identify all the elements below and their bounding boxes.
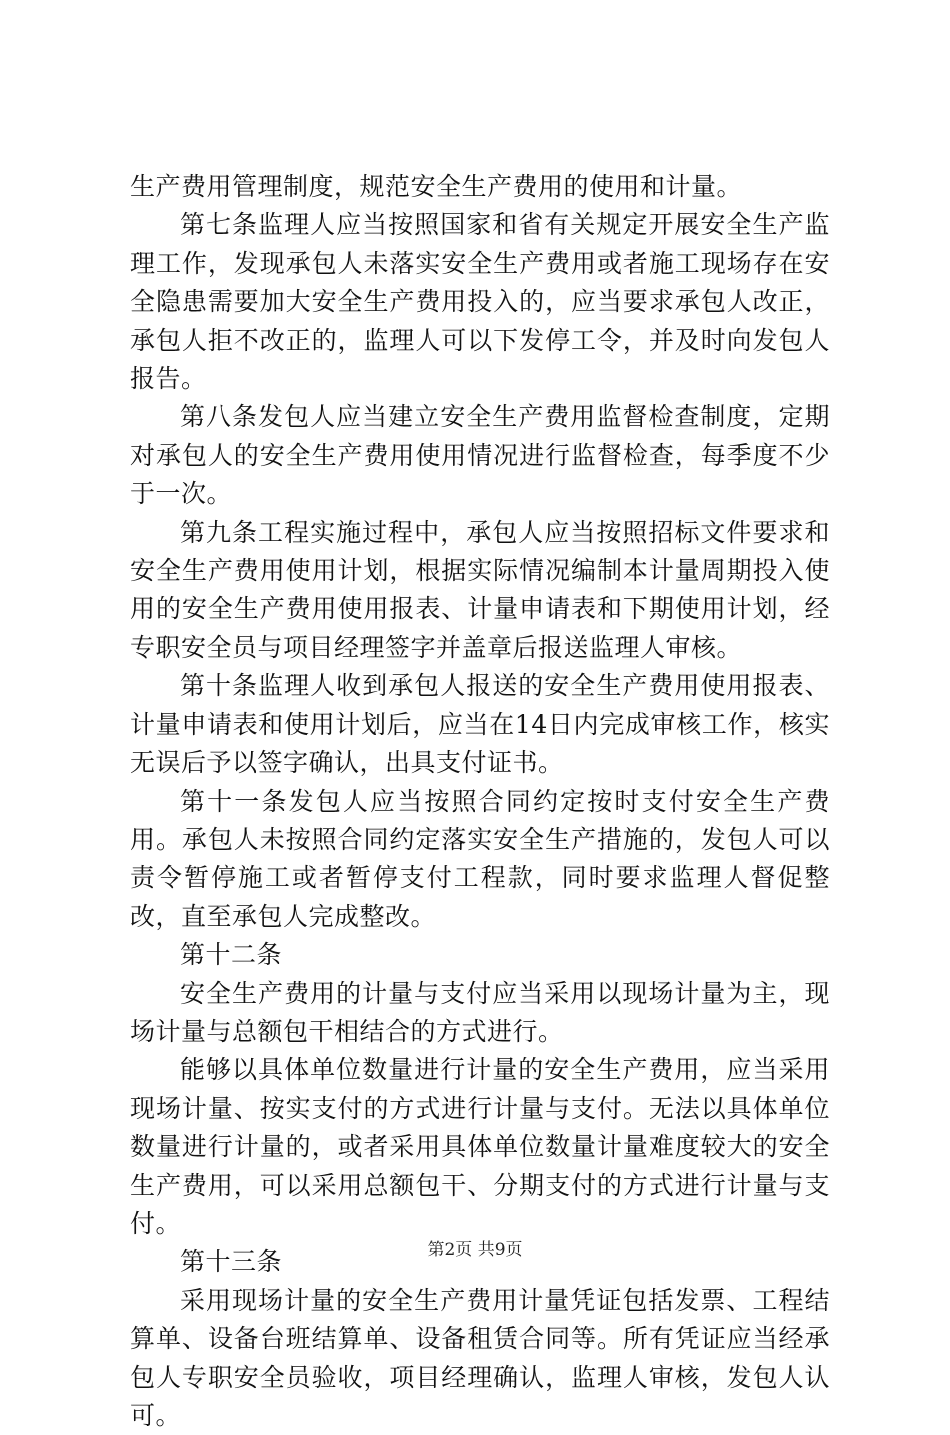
page-footer (0, 1238, 950, 1262)
heading-article-12: 第十二条 (180, 940, 283, 970)
paragraph-article-10: 第十条监理人收到承包人报送的安全生产费用使用报表、计量申请表和使用计划后，应当在14日内完成审核工作，核实无误后予以签字确认，出具支付证书。 (130, 671, 830, 778)
heading-article-13: 第十三条 (180, 1247, 283, 1277)
paragraph-article-8: 第八条发包人应当建立安全生产费用监督检查制度，定期对承包人的安全生产费用使用情况进行监督检查，每季度不少于一次。 (130, 402, 830, 509)
page-number-label: 第2页 共9页 (427, 1240, 523, 1260)
paragraph-article-11: 第十一条发包人应当按照合同约定按时支付安全生产费用。承包人未按照合同约定落实安全生产措施的，发包人可以责令暂停施工或者暂停支付工程款，同时要求监理人督促整改，直至承包人完成整改。 (130, 786, 830, 931)
paragraph: 生产费用管理制度，规范安全生产费用的使用和计量。 (130, 172, 743, 201)
paragraph-article-7: 第七条监理人应当按照国家和省有关规定开展安全生产监理工作，发现承包人未落实安全生产费用或者施工现场存在安全隐患需要加大安全生产费用投入的，应当要求承包人改正，承包人拒不改正的，监理人可以下发停工令，并及时向发包人报告。 (130, 210, 830, 394)
paragraph: 安全生产费用的计量与支付应当采用以现场计量为主，现场计量与总额包干相结合的方式进行。 (130, 978, 830, 1046)
paragraph-article-9: 第九条工程实施过程中，承包人应当按照招标文件要求和安全生产费用使用计划，根据实际情况编制本计量周期投入使用的安全生产费用使用报表、计量申请表和下期使用计划，经专职安全员与项目经理签字并盖章后报送监理人审核。 (130, 517, 830, 662)
paragraph: 能够以具体单位数量进行计量的安全生产费用，应当采用现场计量、按实支付的方式进行计量与支付。无法以具体单位数量进行计量的，或者采用具体单位数量计量难度较大的安全生产费用，可以采用总额包干、分期支付的方式进行计量与支付。 (130, 1055, 830, 1238)
paragraph: 采用现场计量的安全生产费用计量凭证包括发票、工程结算单、设备台班结算单、设备租赁合同等。所有凭证应当经承包人专职安全员验收，项目经理确认，监理人审核，发包人认可。 (130, 1285, 830, 1430)
